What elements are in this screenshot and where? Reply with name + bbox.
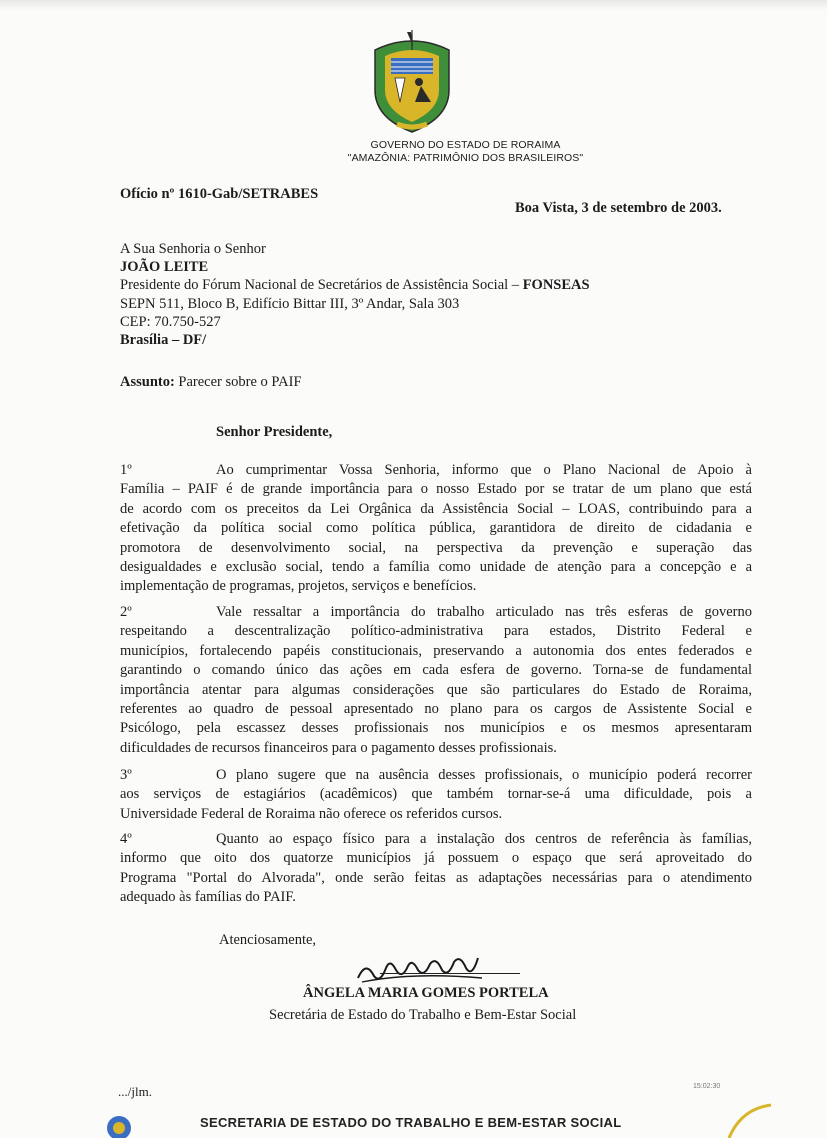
signatory-name: ÂNGELA MARIA GOMES PORTELA bbox=[303, 985, 549, 1001]
typist-initials: .../jlm. bbox=[118, 1084, 152, 1099]
paragraph-3 bbox=[120, 766, 752, 824]
paragraph-line: desigualdades e exclusão social, tendo a família como unidade de atenção para a concepção e a bbox=[120, 559, 752, 576]
recipient-salutation: A Sua Senhoria o Senhor bbox=[120, 241, 266, 257]
scan-shadow bbox=[0, 0, 827, 10]
subject-line bbox=[120, 374, 302, 391]
paragraph-line: de acordo com os preceitos da Lei Orgânica da Assistência Social – LOAS, contribuindo para a bbox=[120, 500, 752, 517]
paragraph-2 bbox=[120, 603, 752, 758]
paragraph-line: implementação de programas, projetos, serviços e benefícios. bbox=[120, 578, 477, 595]
recipient-role bbox=[120, 277, 590, 294]
paragraph-line: O plano sugere que na ausência desses profissionais, o município poderá recorrer bbox=[216, 767, 752, 783]
paragraph-line: Família – PAIF é de grande importância para o nosso Estado por se tratar de um plano que está bbox=[120, 481, 752, 498]
recipient-role-text: Presidente do Fórum Nacional de Secretários de Assistência Social – bbox=[120, 277, 520, 293]
government-motto: "AMAZÔNIA: PATRIMÔNIO DOS BRASILEIROS" bbox=[347, 152, 584, 164]
paragraph-line: Ao cumprimentar Vossa Senhoria, informo que o Plano Nacional de Apoio à bbox=[216, 462, 752, 478]
greeting: Senhor Presidente, bbox=[216, 424, 333, 440]
paragraph-line: promotora de desenvolvimento social, na perspectiva da prevenção e superação das bbox=[120, 539, 752, 556]
paragraph-line: dificuldades de recursos financeiros para o pagamento desses profissionais. bbox=[120, 739, 557, 756]
signatory-title: Secretária de Estado do Trabalho e Bem-Estar Social bbox=[269, 1007, 577, 1023]
paragraph-line: efetivação da política social como política pública, garantidora de direito de cidadania e bbox=[120, 520, 752, 537]
paragraph-number: 1º bbox=[120, 462, 132, 478]
footer-arc-icon bbox=[725, 1101, 775, 1138]
paragraph-line: referentes ao quadro de pessoal apresentado no plano para os cargos de Assistente Social e bbox=[120, 701, 752, 718]
paragraph-line: Quanto ao espaço físico para a instalação dos centros de referência às famílias, bbox=[216, 831, 752, 847]
subject-text: Parecer sobre o PAIF bbox=[178, 374, 302, 390]
paragraph-line: importância atentar para algumas considerações que são particulares do Estado de Roraima, bbox=[120, 681, 752, 698]
paragraph-line: informo que oito dos quatorze municípios já possuem o espaço que será aproveitado do bbox=[120, 850, 752, 867]
paragraph-number: 3º bbox=[120, 767, 132, 783]
paragraph-number: 2º bbox=[120, 604, 132, 620]
roraima-crest-icon bbox=[367, 28, 457, 136]
paragraph-line: adequado às famílias do PAIF. bbox=[120, 889, 296, 906]
signature-line bbox=[380, 973, 520, 974]
signature-icon bbox=[352, 948, 492, 986]
recipient-cep: CEP: 70.750-527 bbox=[120, 314, 221, 330]
paragraph-line: garantindo o comando único das ações em cada esfera de governo. Torna-se de fundamental bbox=[120, 662, 752, 679]
office-number: Ofício nº 1610-Gab/SETRABES bbox=[120, 186, 319, 202]
government-header: GOVERNO DO ESTADO DE RORAIMA bbox=[370, 139, 561, 151]
recipient-org: FONSEAS bbox=[522, 277, 590, 293]
recipient-name: JOÃO LEITE bbox=[120, 259, 209, 275]
stamp-code: 15:02:30 bbox=[693, 1083, 721, 1090]
paragraph-line: Universidade Federal de Roraima não oferece os referidos cursos. bbox=[120, 805, 503, 822]
closing: Atenciosamente, bbox=[219, 932, 317, 948]
paragraph-line: aos serviços de estagiários (acadêmicos) que também tornar-se-á uma dificuldade, pois a bbox=[120, 786, 752, 803]
paragraph-line: Programa "Portal do Alvorada", onde serão feitas as adaptações necessárias para o atendimento bbox=[120, 869, 752, 886]
subject-label: Assunto: bbox=[120, 374, 175, 390]
paragraph-1 bbox=[120, 461, 752, 597]
paragraph-line: respeitando a descentralização político-administrativa para estados, Distrito Federal e bbox=[120, 623, 752, 640]
paragraph-4 bbox=[120, 830, 752, 908]
paragraph-line: municípios, fortalecendo papéis constitucionais, preservando a autonomia dos entes federados e bbox=[120, 642, 752, 659]
recipient-address: SEPN 511, Bloco B, Edifício Bittar III, 3º Andar, Sala 303 bbox=[120, 296, 460, 312]
footer-logo-icon bbox=[104, 1113, 134, 1138]
footer-department: SECRETARIA DE ESTADO DO TRABALHO E BEM-ESTAR SOCIAL bbox=[200, 1115, 622, 1130]
recipient-city: Brasília – DF/ bbox=[120, 332, 207, 348]
paragraph-number: 4º bbox=[120, 831, 132, 847]
place-date: Boa Vista, 3 de setembro de 2003. bbox=[515, 200, 722, 216]
paragraph-line: Psicólogo, pela escassez desses profissionais nos municípios e os mesmos apresentaram bbox=[120, 720, 752, 737]
paragraph-line: Vale ressaltar a importância do trabalho articulado nas três esferas de governo bbox=[216, 604, 752, 620]
